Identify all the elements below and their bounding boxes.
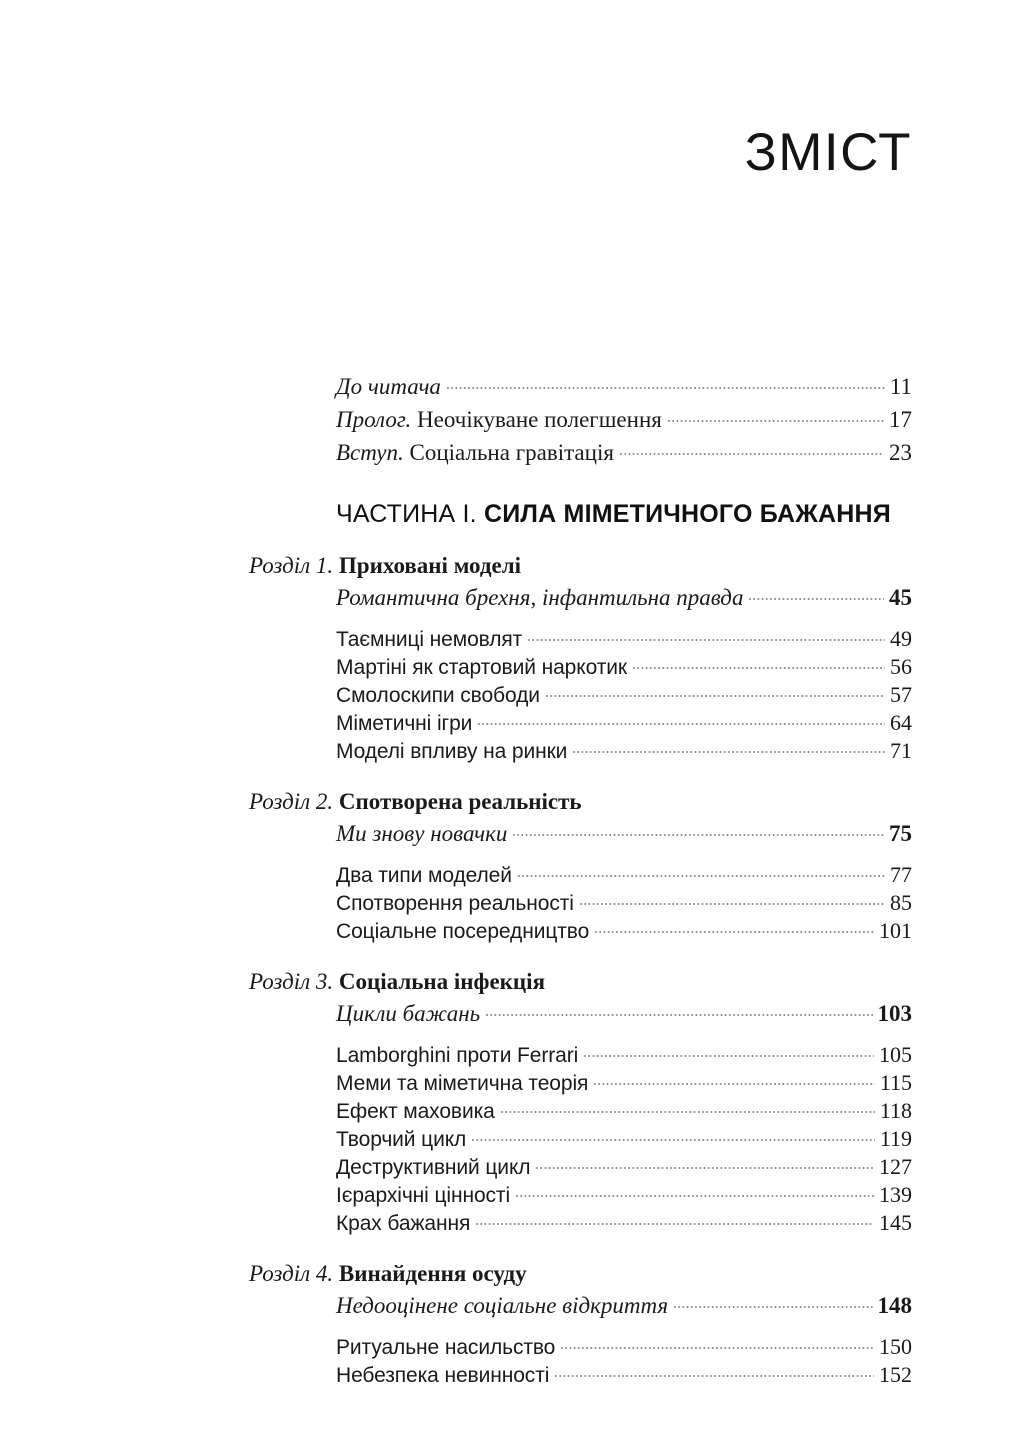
dot-leader xyxy=(447,371,885,394)
page-number: 71 xyxy=(890,738,912,763)
page-number: 64 xyxy=(890,710,912,735)
section-title: Крах бажання xyxy=(336,1212,471,1235)
dot-leader xyxy=(501,1097,875,1118)
dot-leader xyxy=(486,998,872,1021)
section-title: Lamborghini проти Ferrari xyxy=(336,1044,579,1067)
page-number: 150 xyxy=(879,1334,912,1359)
section-list xyxy=(336,1333,912,1389)
dot-leader xyxy=(555,1361,874,1382)
section-row[interactable] xyxy=(336,709,912,737)
front-matter-kicker: Вступ. xyxy=(336,440,404,465)
chapter-subtitle-row[interactable] xyxy=(336,998,912,1028)
dot-leader xyxy=(528,625,885,646)
front-matter-kicker: До читача xyxy=(336,374,441,399)
section-title: Деструктивний цикл xyxy=(336,1156,531,1179)
dot-leader xyxy=(476,1209,874,1230)
section-title: Меми та міметична теорія xyxy=(336,1072,589,1095)
section-title: Творчий цикл xyxy=(336,1128,467,1151)
section-title: Небезпека невинності xyxy=(336,1364,550,1387)
page-number: 45 xyxy=(889,585,912,610)
chapter-heading[interactable] xyxy=(249,551,912,581)
chapter-heading[interactable] xyxy=(249,787,912,817)
chapter-title: Винайдення осуду xyxy=(338,1261,527,1286)
front-matter-label xyxy=(336,373,441,400)
section-row[interactable] xyxy=(336,653,912,681)
section-title: Міметичні ігри xyxy=(336,712,473,735)
dot-leader xyxy=(620,437,884,460)
section-row[interactable] xyxy=(336,917,912,945)
section-row[interactable] xyxy=(336,1209,912,1237)
section-row[interactable] xyxy=(336,1153,912,1181)
page-number: 127 xyxy=(879,1154,912,1179)
page-number: 115 xyxy=(879,1070,912,1095)
section-title: Ритуальне насильство xyxy=(336,1336,556,1359)
chapter-group xyxy=(249,967,912,1237)
front-matter-label xyxy=(336,439,614,466)
section-row[interactable] xyxy=(336,1333,912,1361)
chapter-subtitle-row[interactable] xyxy=(336,582,912,612)
chapter-label: Розділ 1. xyxy=(249,553,334,578)
chapter-subtitle: Романтична брехня, інфантильна правда xyxy=(336,585,744,610)
chapter-title: Соціальна інфекція xyxy=(338,969,546,994)
front-matter-label xyxy=(336,406,662,433)
toc-content xyxy=(249,371,912,1389)
front-matter-kicker: Пролог. xyxy=(336,407,412,432)
section-row[interactable] xyxy=(336,1361,912,1389)
section-row[interactable] xyxy=(336,1097,912,1125)
dot-leader xyxy=(472,1125,875,1146)
dot-leader xyxy=(518,861,885,882)
section-row[interactable] xyxy=(336,861,912,889)
chapter-title: Приховані моделі xyxy=(338,553,522,578)
front-matter-row[interactable] xyxy=(336,437,912,466)
dot-leader xyxy=(478,709,885,730)
dot-leader xyxy=(594,1069,875,1090)
page-number: 103 xyxy=(877,1001,912,1026)
section-title: Спотворення реальності xyxy=(336,892,574,915)
page-number: 119 xyxy=(879,1126,912,1151)
page-number: 145 xyxy=(879,1210,912,1235)
section-row[interactable] xyxy=(336,889,912,917)
dot-leader xyxy=(580,889,885,910)
page-number: 49 xyxy=(890,626,912,651)
dot-leader xyxy=(674,1290,872,1313)
page-number: 17 xyxy=(889,407,912,432)
chapter-group xyxy=(249,551,912,765)
chapter-subtitle: Цикли бажань xyxy=(336,1001,481,1026)
chapter-label: Розділ 3. xyxy=(249,969,334,994)
page-number: 118 xyxy=(879,1098,912,1123)
parts-list xyxy=(249,499,912,1389)
chapter-label: Розділ 2. xyxy=(249,789,334,814)
page-number: 85 xyxy=(890,890,912,915)
section-list xyxy=(336,1041,912,1237)
section-list xyxy=(336,861,912,945)
dot-leader xyxy=(561,1333,874,1354)
chapter-subtitle-row[interactable] xyxy=(336,1290,912,1320)
dot-leader xyxy=(595,917,874,938)
page-title: ЗМІСТ xyxy=(744,123,912,182)
page-number: 139 xyxy=(879,1182,912,1207)
section-row[interactable] xyxy=(336,681,912,709)
dot-leader xyxy=(573,737,885,758)
dot-leader xyxy=(749,582,884,605)
section-row[interactable] xyxy=(336,625,912,653)
page-number: 152 xyxy=(879,1362,912,1387)
page-number: 11 xyxy=(889,374,912,399)
part-number: ЧАСТИНА I. xyxy=(336,500,477,528)
section-row[interactable] xyxy=(336,1069,912,1097)
chapter-subtitle-row[interactable] xyxy=(336,818,912,848)
page-number: 148 xyxy=(877,1293,912,1318)
section-list xyxy=(336,625,912,765)
section-title: Соціальне посередництво xyxy=(336,920,590,943)
chapter-subtitle: Ми знову новачки xyxy=(336,821,508,846)
chapter-group xyxy=(249,1259,912,1389)
front-matter-list xyxy=(336,371,912,466)
front-matter-rest: Соціальна гравітація xyxy=(403,440,614,465)
section-title: Ієрархічні цінності xyxy=(336,1184,511,1207)
front-matter-row[interactable] xyxy=(336,404,912,433)
section-title: Два типи моделей xyxy=(336,864,512,887)
section-title: Смолоскипи свободи xyxy=(336,684,540,707)
section-title: Таємниці немовлят xyxy=(336,628,523,651)
section-title: Ефект маховика xyxy=(336,1100,495,1123)
page-number: 57 xyxy=(890,682,912,707)
chapter-title: Спотворена реальність xyxy=(338,789,582,814)
front-matter-rest: Неочікуване полегшення xyxy=(411,407,662,432)
section-title: Моделі впливу на ринки xyxy=(336,740,568,763)
dot-leader xyxy=(584,1041,874,1062)
section-title: Мартіні як стартовий наркотик xyxy=(336,656,627,679)
dot-leader xyxy=(546,681,885,702)
part-heading xyxy=(336,499,912,529)
chapter-heading[interactable] xyxy=(249,1259,912,1289)
page-number: 75 xyxy=(889,821,912,846)
section-row[interactable] xyxy=(336,1125,912,1153)
section-row[interactable] xyxy=(336,737,912,765)
dot-leader xyxy=(513,818,884,841)
page-number: 105 xyxy=(879,1042,912,1067)
page-number: 23 xyxy=(889,440,912,465)
chapter-label: Розділ 4. xyxy=(249,1261,334,1286)
chapter-heading[interactable] xyxy=(249,967,912,997)
part-title: СИЛА МІМЕТИЧНОГО БАЖАННЯ xyxy=(483,500,891,528)
dot-leader xyxy=(536,1153,874,1174)
chapter-group xyxy=(249,787,912,945)
dot-leader xyxy=(516,1181,874,1202)
dot-leader xyxy=(668,404,884,427)
page-number: 77 xyxy=(890,862,912,887)
front-matter-row[interactable] xyxy=(336,371,912,400)
section-row[interactable] xyxy=(336,1181,912,1209)
page-number: 101 xyxy=(879,918,912,943)
chapter-subtitle: Недооцінене соціальне відкриття xyxy=(336,1293,669,1318)
page-number: 56 xyxy=(890,654,912,679)
section-row[interactable] xyxy=(336,1041,912,1069)
dot-leader xyxy=(633,653,885,674)
